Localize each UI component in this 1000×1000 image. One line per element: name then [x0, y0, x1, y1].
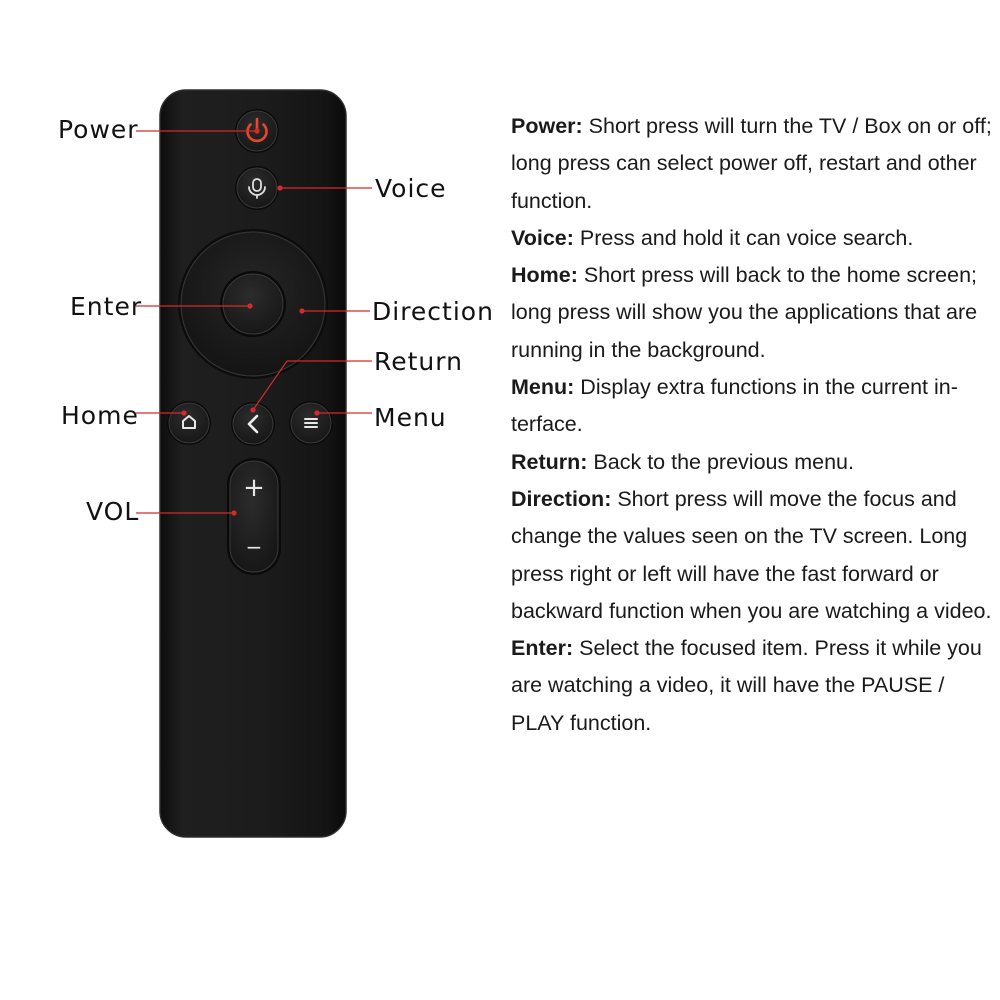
description-term: Return: [511, 449, 581, 474]
description-text: Short press will turn the TV / Box on or off; long press can select power off, restart and other function.: [511, 114, 992, 213]
voice-button[interactable]: [235, 166, 279, 210]
description-term: Direction: [511, 486, 605, 511]
description-block: [511, 108, 993, 742]
volume-up-icon: +: [243, 473, 265, 503]
description-text: Press and hold it can voice search.: [573, 225, 914, 250]
description-term: Enter: [511, 636, 566, 661]
description-text: Select the focused item. Press it while you are watching a video, it will have the PAUSE / PLAY function.: [511, 636, 982, 735]
description-term: Voice: [511, 225, 567, 250]
description-text: Short press will back to the home screen; long press will show you the applications that are running in the background.: [511, 263, 978, 362]
callout-enter: Enter: [70, 292, 143, 321]
callout-power: Power: [58, 115, 139, 144]
description-menu: Menu: Display extra functions in the current in-terface.: [511, 375, 958, 437]
description-power: Power: Short press will turn the TV / Box on or off; long press can select power off, restart and other function.: [511, 114, 992, 213]
enter-button[interactable]: [220, 271, 286, 337]
callout-return: Return: [374, 347, 463, 376]
description-direction: Direction: Short press will move the focus and change the values seen on the TV screen. Long press right or left will have the fast forward or backward function when you are watching a video.: [511, 486, 992, 623]
callout-voice: Voice: [375, 174, 447, 203]
description-enter: Enter: Select the focused item. Press it while you are watching a video, it will have the PAUSE / PLAY function.: [511, 636, 982, 735]
description-home: Home: Short press will back to the home screen; long press will show you the applications that are running in the background.: [511, 263, 978, 362]
home-button[interactable]: [167, 401, 211, 445]
description-term: Home: [511, 263, 571, 288]
menu-button[interactable]: [289, 401, 333, 445]
description-return: Return: Back to the previous menu.: [511, 449, 854, 474]
description-text: Back to the previous menu.: [587, 449, 854, 474]
callout-direction: Direction: [372, 297, 494, 326]
description-text: Short press will move the focus and change the values seen on the TV screen. Long press right or left will have the fast forward or backward function when you are watching a video.: [511, 486, 992, 623]
callout-menu: Menu: [374, 403, 447, 432]
description-voice: Voice: Press and hold it can voice search.: [511, 225, 914, 250]
description-term: Menu: [511, 375, 568, 400]
volume-down-icon: −: [245, 535, 263, 559]
callout-home: Home: [61, 401, 139, 430]
description-term: Power: [511, 114, 576, 138]
callout-vol: VOL: [86, 497, 140, 526]
description-text: Display extra functions in the current in-terface.: [511, 375, 958, 437]
